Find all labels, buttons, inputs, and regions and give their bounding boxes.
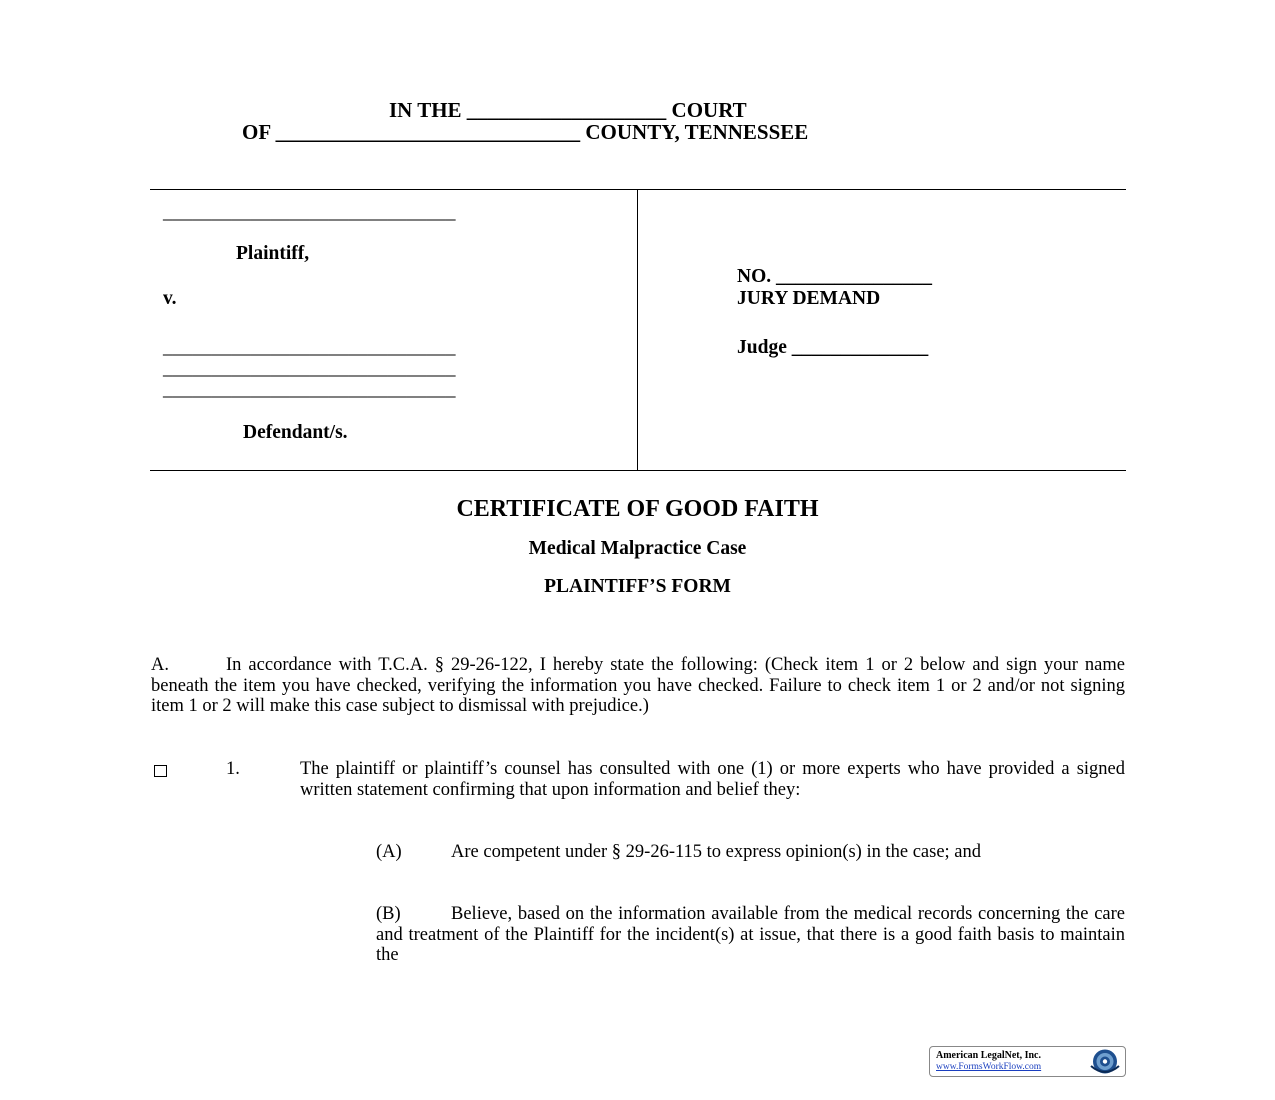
caption-divider xyxy=(637,190,638,471)
sub-item-b xyxy=(376,904,1125,966)
sub-item-a-text: Are competent under § 29-26-115 to express opinion(s) in the case; and xyxy=(451,842,982,862)
item-1-text: The plaintiff or plaintiff’s counsel has consulted with one (1) or more experts who have provided a signed written statement confirming that upon information and belief they: xyxy=(300,759,1125,800)
caption-bottom-rule xyxy=(150,470,1126,471)
judge-field[interactable]: Judge ______________ xyxy=(737,337,929,358)
plaintiff-name-blank[interactable]: ______________________________ xyxy=(163,202,456,223)
jury-demand-label: JURY DEMAND xyxy=(737,288,881,309)
paragraph-a-label: A. xyxy=(151,655,169,675)
versus-label: v. xyxy=(163,288,177,309)
document-subtitle: Medical Malpractice Case xyxy=(528,538,747,559)
document-title: CERTIFICATE OF GOOD FAITH xyxy=(456,496,819,522)
caption-top-rule xyxy=(150,189,1126,190)
plaintiff-label: Plaintiff, xyxy=(236,243,310,264)
sub-item-b-text: Believe, based on the information available from the medical records concerning the care and treatment of the Plaintiff for the incident(s) at issue, that there is a good faith basis to maintain the xyxy=(376,904,1125,966)
publisher-url-link[interactable]: www.FormsWorkFlow.com xyxy=(936,1062,1042,1072)
defendant-name-blank-2[interactable]: ______________________________ xyxy=(163,358,456,379)
defendant-name-blank-3[interactable]: ______________________________ xyxy=(163,379,456,400)
form-type-label: PLAINTIFF’S FORM xyxy=(544,576,731,597)
item-1-checkbox[interactable] xyxy=(154,765,167,777)
paragraph-a xyxy=(151,655,1125,717)
sub-item-a-label: (A) xyxy=(376,842,402,862)
sub-item-b-label: (B) xyxy=(376,904,401,924)
court-header-line-1: IN THE ___________________ COURT xyxy=(389,98,747,122)
court-header-line-2: OF _____________________________ COUNTY, TENNESSEE xyxy=(242,120,809,144)
paragraph-a-text: In accordance with T.C.A. § 29-26-122, I hereby state the following: (Check item 1 or 2 below and sign your name beneath the item you have checked, verifying the information you have checked. Failure to check item 1 or 2 and/or not signing item 1 or 2 will make this case subject to dismissal with prejudice.) xyxy=(151,655,1125,717)
publisher-logo-icon xyxy=(1088,1048,1122,1075)
case-number-field[interactable]: NO. ________________ xyxy=(737,266,932,287)
defendant-label: Defendant/s. xyxy=(243,422,348,443)
defendant-name-blank-1[interactable]: ______________________________ xyxy=(163,337,456,358)
publisher-name: American LegalNet, Inc. xyxy=(936,1050,1041,1061)
publisher-badge xyxy=(929,1046,1126,1077)
item-1-number: 1. xyxy=(226,759,240,779)
sub-item-a xyxy=(376,842,1125,863)
